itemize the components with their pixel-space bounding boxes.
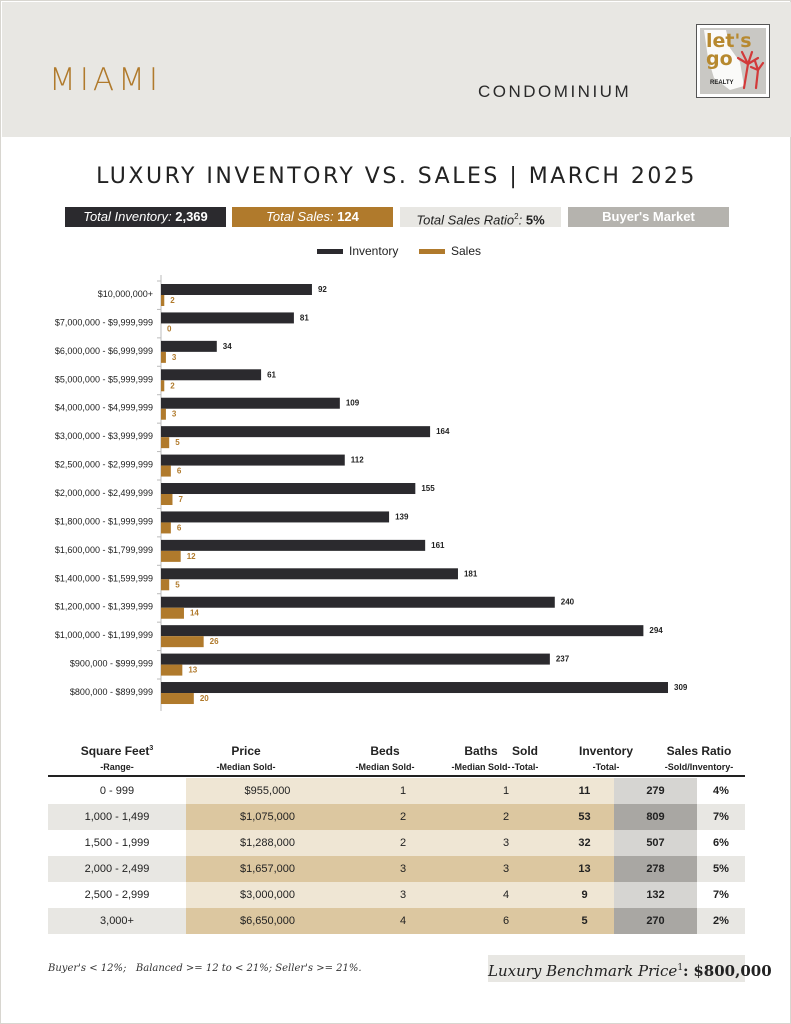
inventory-bar	[161, 284, 312, 295]
table-subheader: -Sold/Inventory-	[664, 762, 734, 772]
sales-bar	[161, 295, 164, 306]
table-cell: 1,000 - 1,499	[48, 804, 186, 830]
table-subheader: -Median Sold-	[216, 762, 276, 772]
sales-bar	[161, 409, 166, 420]
table-cell: 3,000+	[48, 908, 186, 934]
sales-value-label: 20	[199, 694, 209, 704]
sales-value-label: 2	[170, 381, 175, 391]
category-label: $1,000,000 - $1,199,999	[54, 630, 153, 641]
sales-bar	[161, 551, 181, 562]
table-header: Inventory	[578, 744, 633, 758]
table-header: Sales Ratio	[666, 744, 732, 758]
sales-bar	[161, 693, 194, 704]
table-cell: 1	[457, 778, 555, 804]
inventory-bar	[161, 341, 217, 352]
category-label: $7,000,000 - $9,999,999	[54, 317, 153, 328]
table-header: Baths	[464, 744, 498, 758]
header-band	[2, 2, 791, 137]
table-header: Price	[231, 744, 261, 758]
inventory-value-label: 164	[436, 427, 450, 437]
city-name: MIAMI	[49, 62, 162, 98]
table-subheader: -Total-	[592, 762, 620, 772]
sales-bar	[161, 522, 171, 533]
table-row	[48, 882, 745, 908]
table-cell: 11	[555, 778, 614, 804]
inventory-bar	[161, 568, 458, 579]
sales-bar	[161, 494, 172, 505]
inventory-value-label: 181	[463, 569, 478, 579]
table-cell: 3	[457, 830, 555, 856]
table-header-rule	[48, 775, 745, 777]
chart-svg	[1, 271, 791, 721]
sales-value-label: 0	[167, 324, 172, 334]
category-label: $2,500,000 - $2,999,999	[54, 459, 153, 470]
sales-bar	[161, 466, 171, 477]
table-cell: 6%	[697, 830, 745, 856]
inventory-bar	[161, 426, 430, 437]
category-label: $800,000 - $899,999	[69, 687, 153, 698]
table-cell: 507	[614, 830, 697, 856]
table-cell: 5	[555, 908, 614, 934]
table-cell: 279	[614, 778, 697, 804]
table-cell: 278	[614, 856, 697, 882]
inventory-value-label: 139	[395, 512, 409, 522]
inventory-bar	[161, 483, 415, 494]
sales-value-label: 3	[171, 409, 177, 419]
table-row	[48, 856, 745, 882]
logo-subtext: REALTY	[710, 80, 734, 86]
table-cell: 3	[349, 882, 457, 908]
sales-bar	[161, 636, 204, 647]
inventory-value-label: 240	[560, 597, 575, 607]
table-cell: 0 - 999	[48, 778, 186, 804]
table-cell: 6	[457, 908, 555, 934]
table-cell: 132	[614, 882, 697, 908]
logo-text: let's go	[706, 30, 752, 70]
table-header: Sold	[512, 744, 538, 758]
inventory-sales-chart	[1, 271, 791, 721]
category-label: $4,000,000 - $4,999,999	[54, 402, 153, 413]
sales-bar	[161, 579, 169, 590]
table-cell: 2,000 - 2,499	[48, 856, 186, 882]
inventory-bar	[161, 511, 389, 522]
sales-bar	[161, 665, 182, 676]
stat-market-type: Buyer's Market	[568, 207, 729, 227]
legend-inventory: Inventory	[317, 244, 398, 258]
table-cell: 809	[614, 804, 697, 830]
inventory-value-label: 155	[421, 484, 435, 494]
inventory-value-label: 61	[267, 370, 276, 380]
table-subheader: -Median Sold-	[451, 762, 511, 772]
table-cell: $3,000,000	[186, 882, 349, 908]
table-cell: 2	[349, 804, 457, 830]
inventory-bar	[161, 597, 555, 608]
sales-bar	[161, 608, 184, 619]
table-cell: 5%	[697, 856, 745, 882]
inventory-value-label: 92	[317, 285, 327, 294]
stat-sales-ratio: Total Sales Ratio$^2$: 5%	[400, 207, 561, 227]
market-footnote: Buyer's < 12%; Balanced >= 12 to < 21%; Seller's >= 21%.	[48, 963, 362, 974]
category-label: $1,400,000 - $1,599,999	[54, 573, 153, 584]
table-cell: $1,075,000	[186, 804, 349, 830]
table-cell: 1,500 - 1,999	[48, 830, 186, 856]
table-header: Beds	[370, 744, 400, 758]
table-cell: 270	[614, 908, 697, 934]
category-label: $10,000,000+	[97, 289, 153, 299]
category-label: $3,000,000 - $3,999,999	[54, 431, 153, 442]
sales-value-label: 12	[186, 551, 196, 561]
table-subheader: -Total-	[511, 762, 539, 772]
table-subheader: -Median Sold-	[355, 762, 415, 772]
stat-total-sales: Total Sales: 124	[232, 207, 393, 227]
table-row	[48, 830, 745, 856]
table-cell: $955,000	[186, 778, 349, 804]
inventory-value-label: 34	[222, 341, 232, 351]
table-cell: 32	[555, 830, 614, 856]
sales-value-label: 7	[178, 495, 183, 505]
table-header: Square Feet$^3$	[80, 744, 154, 758]
category-label: $1,600,000 - $1,799,999	[54, 544, 153, 555]
inventory-value-label: 237	[555, 654, 570, 664]
table-cell: 53	[555, 804, 614, 830]
sales-value-label: 3	[171, 352, 177, 362]
inventory-value-label: 161	[431, 540, 445, 550]
sales-value-label: 13	[188, 665, 198, 675]
sales-value-label: 2	[170, 296, 175, 305]
legend-sales: Sales	[419, 244, 481, 258]
legend-swatch-sales	[419, 249, 445, 254]
table-row	[48, 804, 745, 830]
table-row	[48, 908, 745, 934]
inventory-bar	[161, 312, 294, 323]
legend-swatch-inventory	[317, 249, 343, 254]
sales-value-label: 6	[176, 466, 182, 476]
sales-value-label: 5	[175, 438, 180, 448]
inventory-bar	[161, 398, 340, 409]
table-cell: 7%	[697, 882, 745, 908]
company-logo	[696, 24, 770, 98]
inventory-value-label: 294	[649, 626, 663, 636]
stat-total-inventory: Total Inventory: 2,369	[65, 207, 226, 227]
inventory-value-label: 81	[299, 313, 309, 323]
sales-bar	[161, 437, 169, 448]
inventory-bar	[161, 654, 550, 665]
category-label: $6,000,000 - $6,999,999	[54, 345, 153, 356]
table-cell: $1,288,000	[186, 830, 349, 856]
sales-value-label: 5	[175, 580, 180, 590]
sales-bar	[161, 352, 166, 363]
table-cell: 2,500 - 2,999	[48, 882, 186, 908]
inventory-bar	[161, 625, 643, 636]
inventory-bar	[161, 455, 345, 466]
inventory-bar	[161, 369, 261, 380]
category-label: $900,000 - $999,999	[69, 658, 153, 669]
table-row	[48, 778, 745, 804]
table-cell: 9	[555, 882, 614, 908]
table-cell: 1	[349, 778, 457, 804]
table-cell: 7%	[697, 804, 745, 830]
sales-value-label: 6	[176, 523, 182, 533]
sales-value-label: 14	[189, 608, 199, 618]
inventory-value-label: 109	[345, 398, 360, 408]
property-type: CONDOMINIUM	[478, 82, 632, 101]
sales-value-label: 26	[209, 637, 219, 647]
benchmark-price: Luxury Benchmark Price$^1$: $800,000	[488, 955, 745, 982]
category-label: $5,000,000 - $5,999,999	[54, 374, 153, 385]
inventory-bar	[161, 682, 668, 693]
table-cell: 4	[349, 908, 457, 934]
category-label: $2,000,000 - $2,499,999	[54, 488, 153, 499]
table-cell: 4	[457, 882, 555, 908]
table-cell: $6,650,000	[186, 908, 349, 934]
category-label: $1,800,000 - $1,999,999	[54, 516, 153, 527]
table-cell: 3	[349, 856, 457, 882]
sales-bar	[161, 380, 164, 391]
table-cell: 2	[457, 804, 555, 830]
inventory-value-label: 112	[350, 455, 364, 465]
category-label: $1,200,000 - $1,399,999	[54, 601, 153, 612]
table-cell: 2	[349, 830, 457, 856]
inventory-value-label: 309	[674, 683, 688, 693]
table-cell: 4%	[697, 778, 745, 804]
inventory-bar	[161, 540, 425, 551]
table-cell: 2%	[697, 908, 745, 934]
table-cell: 13	[555, 856, 614, 882]
report-title: LUXURY INVENTORY VS. SALES | MARCH 2025	[96, 164, 697, 189]
table-subheader: -Range-	[100, 762, 134, 772]
table-cell: 3	[457, 856, 555, 882]
table-cell: $1,657,000	[186, 856, 349, 882]
